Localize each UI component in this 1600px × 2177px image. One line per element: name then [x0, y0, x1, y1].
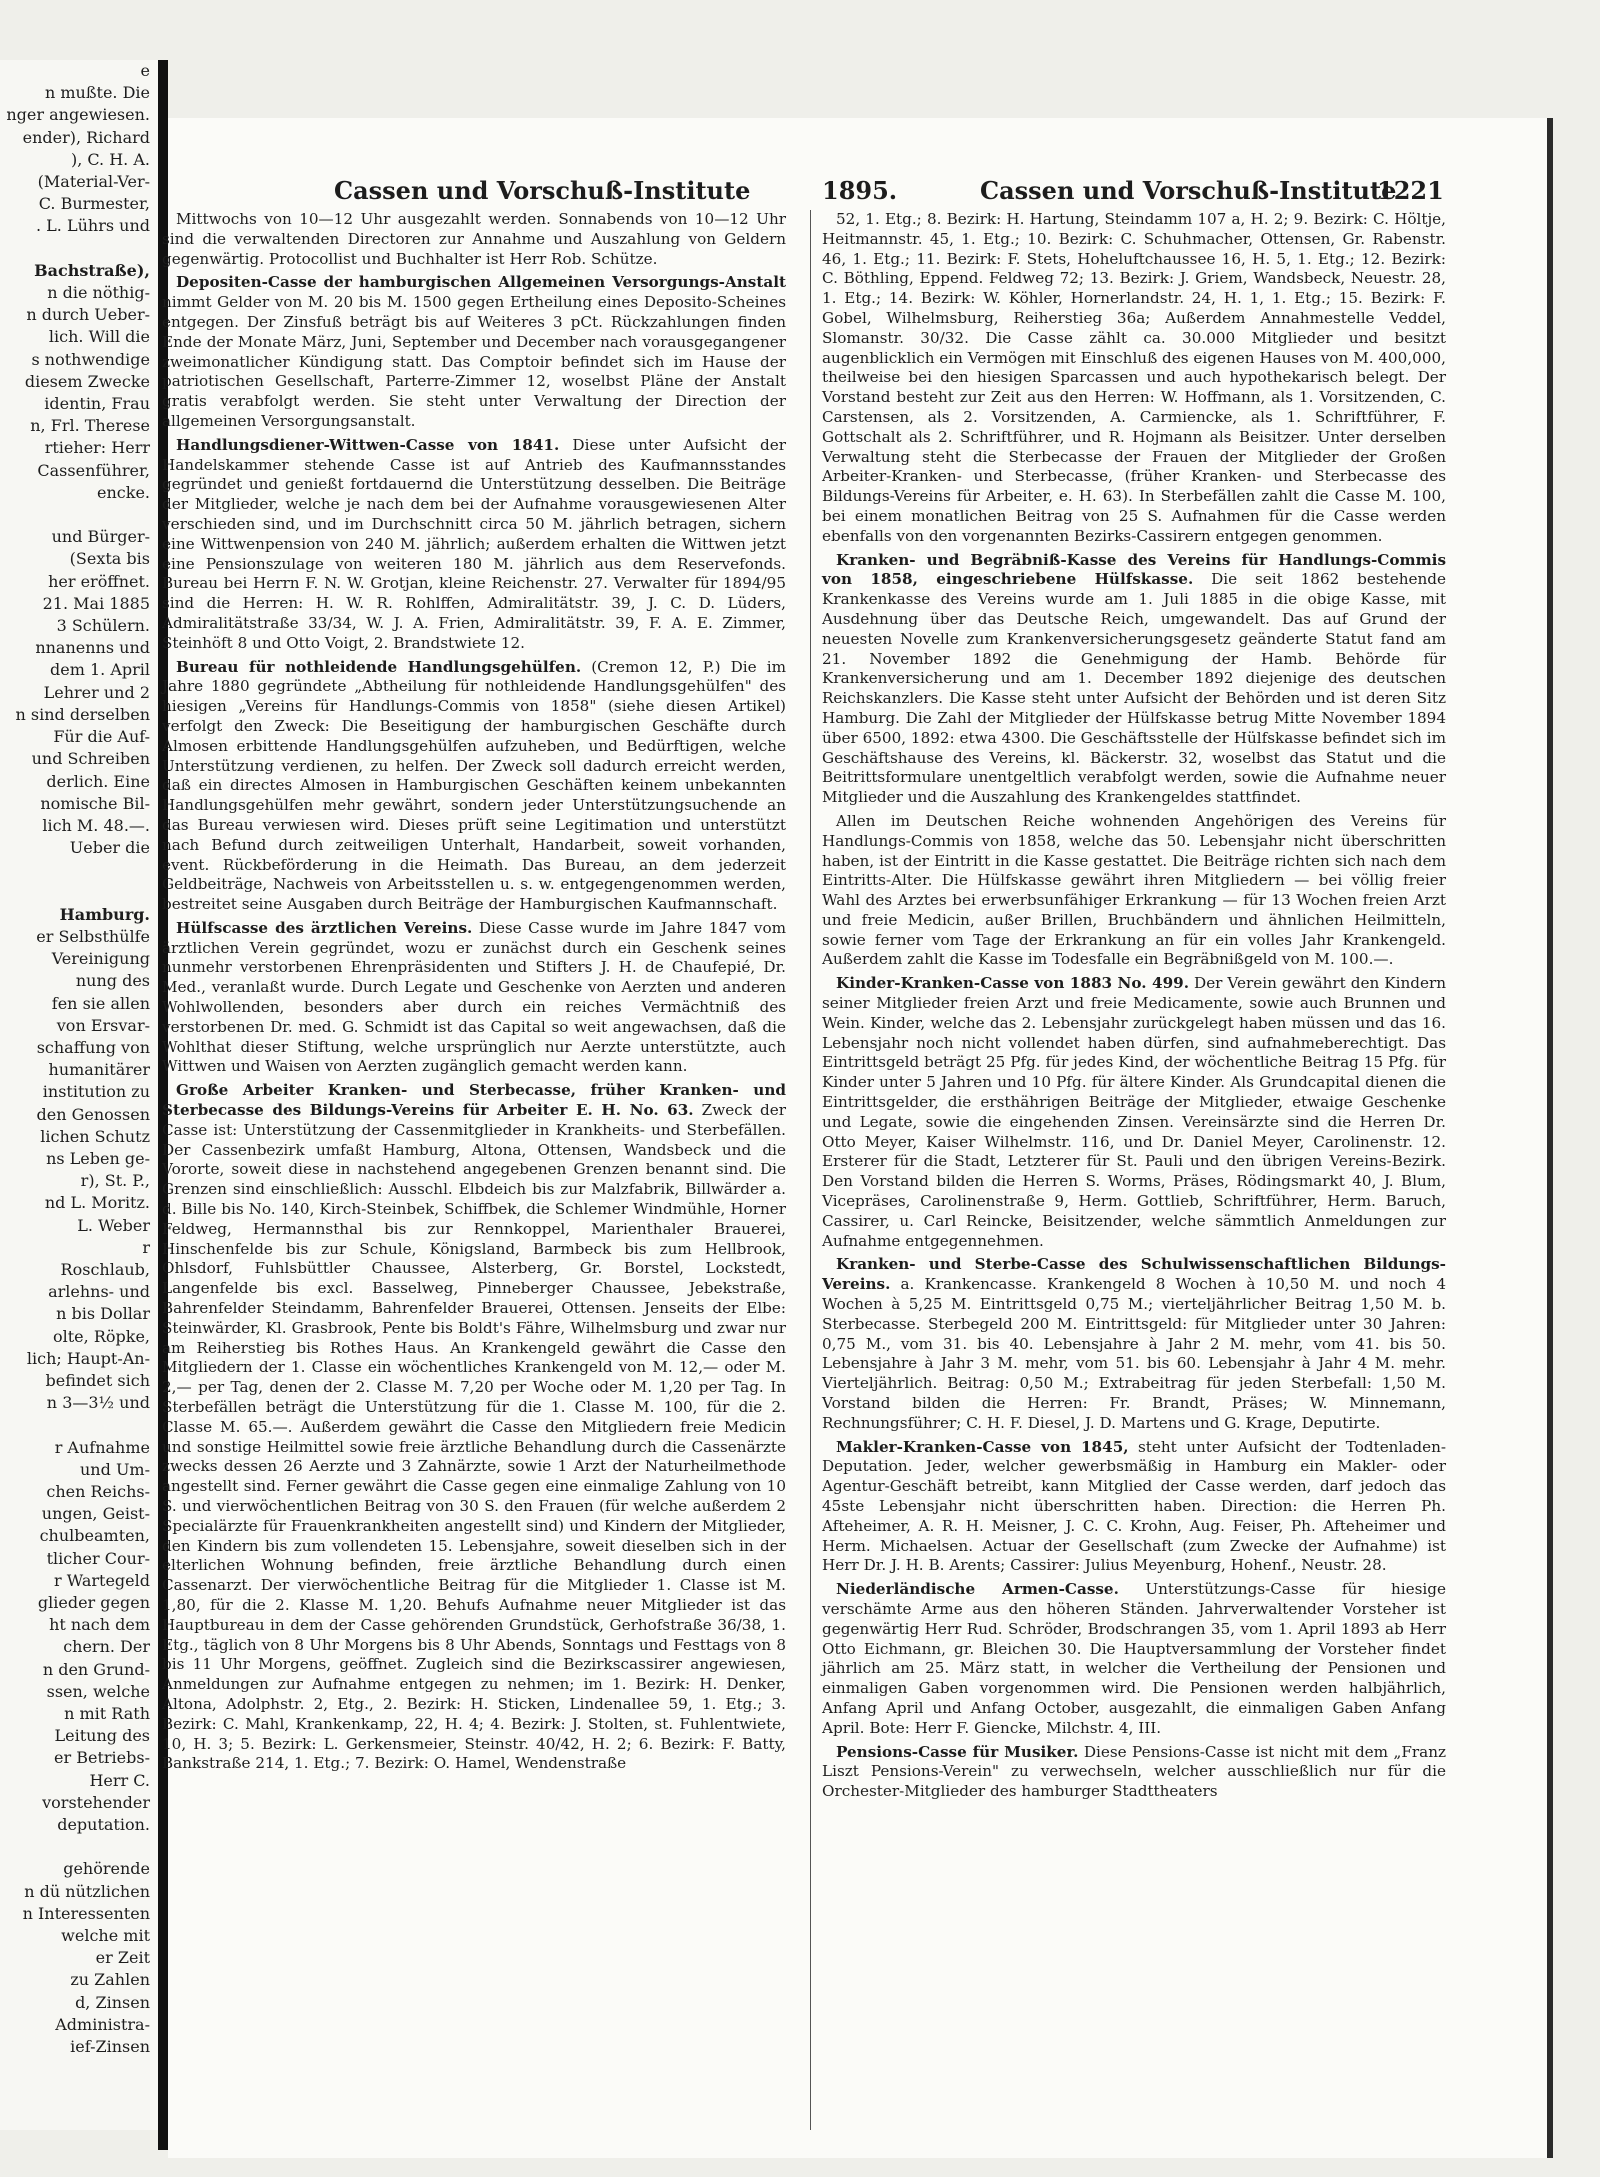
sliver-line: dem 1. April	[50, 660, 150, 680]
sliver-line	[0, 238, 158, 260]
article	[162, 436, 786, 654]
article	[162, 1081, 786, 1774]
article	[822, 1743, 1446, 1802]
sliver-line: s nothwendige	[31, 349, 150, 369]
sliver-line: welche mit	[61, 1926, 150, 1946]
sliver-line: institution zu	[42, 1082, 150, 1102]
sliver-line: chen Reichs-	[46, 1482, 150, 1501]
article	[822, 551, 1446, 808]
sliver-line: Ueber die	[69, 838, 150, 858]
sliver-line	[0, 859, 158, 881]
sliver-line: humanitärer	[48, 1060, 150, 1080]
article-heading: Handlungsdiener-Wittwen-Casse von 1841.	[176, 435, 560, 454]
sliver-line: r	[142, 1237, 150, 1257]
article-heading: Makler-Kranken-Casse von 1845,	[836, 1437, 1129, 1456]
article	[822, 1255, 1446, 1433]
article-text: (Cremon 12, P.) Die im Jahre 1880 gegründete „Abtheilung für nothleidende Handlungsgehülfen" des hiesigen „Vereins für Handlungs-Commis von 1858" (siehe diesen Artikel) verfolgt den Zweck: Die Beseitigung der hamburgischen Geschäfte durch Almosen erbittende Handlungsgehülfen aufzuheben, und Bedürftigen, welche Unterstützung verdienen, zu helfen. Der Zweck soll dadurch erreicht werden, daß ein directes Almosen in Hamburgischen Geschäften keinem unbekannten Handlungsgehülfen mehr gewährt, sondern jeder Unterstützungsuchende an das Bureau verwiesen wird. Dieses prüft seine Legitimation und unterstützt nach Befund durch zeitweiligen Unterhalt, Handarbeit, soweit vorhanden, event. Rückbeförderung in die Heimath. Das Bureau, an dem jederzeit Geldbeiträge, Nachweis von Arbeitsstellen u. s. w. entgegengenommen werden, bestreitet seine Ausgaben durch Beiträge der Hamburgischen Kaufmannschaft.	[162, 657, 786, 914]
sliver-line: ender), Richard	[22, 127, 150, 147]
article-heading: Große Arbeiter Kranken- und Sterbecasse, früher Kranken- und Sterbecasse des Bildungs-Vereins für Arbeiter E. H. No. 63.	[162, 1081, 786, 1120]
article	[822, 1438, 1446, 1577]
article	[822, 210, 1446, 547]
sliver-line: n sind derselben	[15, 704, 150, 724]
article-text: steht unter Aufsicht der Todtenladen-Deputation. Jeder, welcher gewerbsmäßig in Hamburg ein Makler- oder Agentur-Geschäft betreibt, kann Mitglied der Casse werden, darf jedoch das 45ste Lebensjahr nicht überschritten haben. Direction: die Herren Ph. Afteheimer, A. R. H. Meisner, J. C. C. Krohn, Aug. Feiser, Ph. Afteheimer und Herm. Michaelsen. Actuar der Gesellschaft (zum Zwecke der Aufnahme) ist Herr Dr. J. H. B. Arents; Cassirer: Julius Meyenburg, Hohenf., Neustr. 28.	[822, 1437, 1447, 1575]
sliver-line: (Sexta bis	[69, 549, 150, 569]
article	[162, 210, 786, 269]
article-heading: Niederländische Armen-Casse.	[836, 1580, 1119, 1599]
left-column	[162, 210, 786, 1778]
sliver-line: d, Zinsen	[75, 1992, 150, 2012]
sliver-line: ungen, Geist-	[41, 1504, 150, 1524]
article-text: Der Verein gewährt den Kindern seiner Mitglieder freien Arzt und freie Medicamente, sowie auch Brunnen und Wein. Kinder, welche das 2. Lebensjahr zurückgelegt haben müssen und das 16. Lebensjahr noch nicht vollendet haben dürfen, sind aufnahmeberechtigt. Das Eintrittsgeld beträgt 25 Pfg. für jedes Kind, der wöchentliche Beitrag 15 Pfg. für Kinder unter 5 Jahren und 10 Pfg. für ältere Kinder. Als Grundcapital dienen die Eintrittsgelder, die ersthährigen Beiträge der Mitglieder, etwaige Geschenke und Legate, sowie die eingehenden Zinsen. Vereinsärzte sind die Herren Dr. Otto Meyer, Kaiser Wilhelmstr. 116, und Dr. Daniel Meyer, Carolinenstr. 12. Ersterer für die Stadt, Letzterer für St. Pauli und den übrigen Vereins-Bezirk. Den Vorstand bilden die Herren S. Worms, Präses, Rödingsmarkt 40, J. Blum, Vicepräses, Carolinenstraße 9, Herm. Gottlieb, Schriftführer, Herm. Baruch, Cassirer, u. Carl Reincke, Beisitzender, welche sämmtlich Anmeldungen zur Aufnahme entgegennehmen.	[822, 974, 1446, 1250]
sliver-line: er Zeit	[95, 1948, 150, 1968]
sliver-line: n, Frl. Therese	[30, 416, 150, 436]
sliver-line: n mußte. Die	[44, 83, 150, 103]
sliver-line: Herr C.	[89, 1770, 150, 1790]
sliver-line: Bachstraße),	[34, 260, 150, 280]
article	[822, 974, 1446, 1251]
sliver-line	[0, 504, 158, 526]
article-heading: Depositen-Casse der hamburgischen Allgemeinen Versorgungs-Anstalt	[176, 273, 786, 292]
sliver-line: ), C. H. A.	[70, 149, 150, 169]
sliver-line: ief-Zinsen	[70, 2037, 150, 2057]
sliver-line: ht nach dem	[49, 1615, 150, 1635]
sliver-line: er Selbsthülfe	[36, 926, 150, 946]
sliver-line: befindet sich	[45, 1370, 150, 1390]
sliver-line: deputation.	[57, 1815, 150, 1835]
article-heading: Kinder-Kranken-Casse von 1883 No. 499.	[836, 974, 1190, 993]
sliver-line: und Um-	[80, 1459, 150, 1479]
sliver-line: rtieher: Herr	[44, 438, 150, 458]
article-text: Diese unter Aufsicht der Handelskammer stehende Casse ist auf Antrieb des Kaufmannsstandes gegründet und genießt fortdauernd die Unterstützung desselben. Die Beiträge der Mitglieder, welche je nach dem bei der Aufnahme vorausgewiesenen Alter verschieden sind, und im Durchschnitt circa 50 M. jährlich betragen, sichern eine Wittwenpension von 240 M. jährlich; außerdem erhalten die Wittwen jetzt eine Pensionszulage von weiteren 180 M. jährlich aus dem Reservefonds. Bureau bei Herrn F. N. W. Grotjan, kleine Reichenstr. 27. Verwalter für 1894/95 sind die Herren: H. W. R. Rohlffen, Admiralitätstr. 39, J. C. D. Lüders, Admiralitätstraße 33/34, W. J. A. Frien, Admiralitätstr. 39, F. A. E. Zimmer, Steinhöft 8 und Otto Voigt, 2. Brandstwiete 12.	[162, 435, 786, 652]
sliver-line: chulbeamten,	[39, 1526, 150, 1546]
sliver-line	[0, 1414, 158, 1436]
sliver-line: und Schreiben	[31, 749, 150, 769]
article-text: Diese Casse wurde im Jahre 1847 vom ärztlichen Verein gegründet, wozu er zunächst durch ein Geschenk seines nunmehr verstorbenen Ehrenpräsidenten und Stifters J. H. de Chaufepié, Dr. Med., veranlaßt wurde. Durch Legate und Geschenke von Aerzten und anderen Wohlwollenden, besonders aber durch ein reiches Vermächtniß des verstorbenen Dr. med. G. Schmidt ist das Capital so weit angewachsen, daß die Wohlthat dieser Stiftung, welche ursprünglich nur Aerzte unterstützte, auch Wittwen und Waisen von Aerzten zugänglich gemacht werden kann.	[162, 918, 787, 1076]
article	[162, 273, 786, 431]
sliver-line: chern. Der	[63, 1637, 150, 1657]
header-title-right: Cassen und Vorschuß-Institute	[980, 176, 1397, 205]
sliver-line: gehörende	[63, 1859, 150, 1879]
article-heading: Hülfscasse des ärztlichen Vereins.	[176, 918, 473, 937]
header-year: 1895.	[822, 176, 898, 205]
sliver-line: n mit Rath	[64, 1704, 150, 1724]
sliver-line	[0, 1836, 158, 1858]
sliver-line: e	[140, 61, 150, 80]
sliver-line: n durch Ueber-	[26, 305, 150, 325]
sliver-line: Administra-	[55, 2014, 150, 2034]
sliver-line: glieder gegen	[37, 1593, 150, 1613]
sliver-line: . L. Lührs und	[36, 216, 150, 236]
article-text: nimmt Gelder von M. 20 bis M. 1500 gegen Ertheilung eines Deposito-Scheines entgegen. Der Zinsfuß beträgt bis auf Weiteres 3 pCt. Rückzahlungen finden Ende der Monate März, Juni, September und December nach vorausgegangener zweimonatlicher Kündigung statt. Das Comptoir befindet sich im Hause der patriotischen Gesellschaft, Parterre-Zimmer 12, woselbst Pläne der Anstalt gratis verabfolgt werden. Sie steht unter Verwaltung der Direction der allgemeinen Versorgungsanstalt.	[162, 293, 786, 430]
article-text: Diese Pensions-Casse ist nicht mit dem „Franz Liszt Pensions-Verein" zu verwechseln, welcher ausschließlich nur für die Orchester-Mitglieder des hamburger Stadttheaters	[822, 1742, 1447, 1801]
sliver-line: Leitung des	[54, 1726, 150, 1746]
sliver-line: nger angewiesen.	[6, 105, 150, 125]
adjacent-page-sliver	[0, 60, 161, 2130]
sliver-line: und Bürger-	[51, 527, 150, 547]
sliver-line: r Wartegeld	[54, 1570, 150, 1590]
article-text: Die seit 1862 bestehende Krankenkasse des Vereins wurde am 1. Juli 1885 in die obige Kasse, mit Ausdehnung über das Deutsche Reich, umgewandelt. Das auf Grund der neuesten Novelle zum Krankenversicherungsgesetz geänderte Statut fand am 21. November 1892 die Genehmigung der Hamb. Behörde für Krankenversicherung und am 1. December 1892 diejenige des deutschen Reichskanzlers. Die Kasse steht unter Aufsicht der Behörden und ist deren Sitz Hamburg. Die Zahl der Mitglieder der Hülfskasse betrug Mitte November 1894 über 6500, 1892: etwa 4300. Die Geschäftsstelle der Hülfskasse befindet sich im Geschäftshause des Vereins, kl. Bäckerstr. 32, woselbst das Statut und die Beitrittsformulare unentgeltlich verabfolgt werden, sowie die Aufnahme neuer Mitglieder und die Auszahlung des Krankengeldes stattfindet.	[822, 570, 1446, 807]
right-column	[822, 210, 1446, 1806]
sliver-line: arlehns- und	[48, 1282, 150, 1302]
sliver-line: her eröffnet.	[48, 571, 150, 591]
sliver-line: n Interessenten	[22, 1903, 150, 1923]
page-number: 1221	[1377, 176, 1444, 205]
sliver-line: lichen Schutz	[40, 1126, 150, 1146]
article-text: Unterstützungs-Casse für hiesige verschämte Arme aus den höheren Ständen. Jahrverwaltender Vorsteher ist gegenwärtig Herr Rud. Schröder, Brodschrangen 35, vom 1. April 1893 ab Herr Otto Eichmann, gr. Bleichen 30. Die Hauptversammlung der Vorsteher findet jährlich am 25. März statt, in welcher die Vertheilung der Pensionen und einmaligen Gaben vorgenommen wird. Die Pensionen werden halbjährlich, Anfang April und Anfang October, ausgezahlt, die einmaligen Gaben Anfang April. Bote: Herr F. Giencke, Milchstr. 4, III.	[822, 1580, 1446, 1737]
sliver-line: Roschlaub,	[60, 1259, 150, 1279]
sliver-line: den Genossen	[36, 1104, 150, 1124]
sliver-line: n 3—3½ und	[46, 1393, 150, 1413]
sliver-line: ns Leben ge-	[46, 1148, 150, 1168]
article-text: a. Krankencasse. Krankengeld 8 Wochen à 10,50 M. und noch 4 Wochen à 5,25 M. Eintrittsgeld 0,75 M.; vierteljährlicher Beitrag 1,50 M. b. Sterbecasse. Sterbegeld 200 M. Eintrittsgeld: für Mitglieder unter 30 Jahren: 0,75 M., vom 31. bis 40. Lebensjahre à Jahr 2 M. mehr, vom 41. bis 50. Lebensjahre à Jahr 3 M. mehr, vom 51. bis 60. Lebensjahr à Jahr 4 M. mehr. Vierteljährlich. Beitrag: 0,50 M.; Extrabeitrag für jeden Sterbefall: 1,50 M. Vorstand bilden die Herren: Fr. Brandt, Präses; W. Minnemann, Rechnungsführer; C. H. F. Diesel, J. D. Martens und G. Krage, Deputirte.	[822, 1275, 1446, 1432]
sliver-line: C. Burmester,	[38, 194, 150, 214]
article	[822, 1580, 1446, 1738]
article	[162, 658, 786, 915]
sliver-line: nnanenns und	[35, 638, 150, 658]
article-heading: Pensions-Casse für Musiker.	[836, 1742, 1079, 1761]
sliver-line: Hamburg.	[59, 904, 150, 924]
sliver-line: lich. Will die	[48, 327, 150, 347]
sliver-line: nung des	[75, 971, 150, 991]
sliver-line: r), St. P.,	[80, 1171, 150, 1191]
sliver-line: zu Zahlen	[70, 1970, 150, 1990]
sliver-line: lich; Haupt-An-	[26, 1348, 150, 1368]
sliver-line: encke.	[97, 482, 150, 502]
sliver-line: (Material-Ver-	[37, 172, 150, 192]
sliver-line: nomische Bil-	[40, 793, 150, 813]
sliver-line: tlicher Cour-	[46, 1548, 150, 1568]
sliver-line: ssen, welche	[46, 1681, 150, 1701]
sliver-line: n bis Dollar	[56, 1304, 150, 1324]
sliver-line: derlich. Eine	[46, 771, 150, 791]
article	[162, 919, 786, 1077]
sliver-line: diesem Zwecke	[24, 371, 150, 391]
sliver-line: n dü nützlichen	[24, 1881, 150, 1901]
sliver-line	[0, 882, 158, 904]
sliver-line: Cassenführer,	[37, 460, 150, 480]
article-text: Zweck der Casse ist: Unterstützung der Cassenmitglieder in Krankheits- und Sterbefällen. Der Cassenbezirk umfaßt Hamburg, Altona, Ottensen, Wandsbeck und die Vororte, soweit diese in nachstehend angegebenen Grenzen benannt sind. Die Grenzen sind einschließlich: Ausschl. Elbdeich bis zur Malzfabrik, Billwärder a. d. Bille bis No. 140, Kirch-Steinbek, Schiffbek, die Schlemer Windmühle, Horner Feldweg, Hermannsthal bis zur Rennkoppel, Marienthaler Brauerei, Hinschenfelde bis zur Schule, Königsland, Barmbeck bis zum Hellbrook, Ohlsdorf, Fuhlsbüttler Chaussee, Alsterberg, Gr. Borstel, Lockstedt, Langenfelde bis excl. Basselweg, Pinneberger Chaussee, Jebekstraße, Bahrenfelder Steindamm, Bahrenfelder Brauerei, Ottensen. Jenseits der Elbe: Steinwärder, Kl. Grasbrook, Pente bis Boldt's Fähre, Wilhelmsburg und zwar nur am Reiherstieg bis Rothes Haus. An Krankengeld gewährt die Casse den Mitgliedern der 1. Classe ein wöchentliches Krankengeld von M. 12,— oder M. 2,— per Tag, denen der 2. Classe M. 7,20 per Woche oder M. 1,20 per Tag. In Sterbefällen beträgt die Unterstützung für die 1. Classe M. 100, für die 2. Classe M. 65.—. Außerdem gewährt die Casse den Mitgliedern freie Medicin und sonstige Heilmittel sowie freie ärztliche Behandlung durch die Cassenärzte zwecks dessen 26 Aerzte und 3 Zahnärzte, sowie 1 Arzt der Naturheilmethode angestellt sind. Ferner gewährt die Casse gegen eine einmalige Zahlung von 10 S. und vierwöchentlichen Beitrag von 30 S. den Frauen (für welche außerdem 2 Specialärzte für Frauenkrankheiten angestellt sind) und Kindern der Mitglieder, den Kindern bis zum vollendeten 15. Lebensjahre, soweit dieselben sich in der elterlichen Wohnung befinden, freie ärztliche Behandlung durch einen Cassenarzt. Der vierwöchentliche Beitrag für die Mitglieder 1. Classe ist M. 1,80, für die 2. Klasse M. 1,20. Behufs Aufnahme neuer Mitglieder ist das Hauptbureau in dem der Casse gehörenden Grundstück, Gerhofstraße 36/38, 1. Etg., täglich von 8 Uhr Morgens bis 8 Uhr Abends, Sonntags und Festtags von 8 bis 11 Uhr Morgens, geöffnet. Zugleich sind die Bezirkscassirer angewiesen, Anmeldungen zur Aufnahme entgegen zu nehmen; im 1. Bezirk: H. Denker, Altona, Adolphstr. 2, Etg., 2. Bezirk: H. Sticken, Lindenallee 59, 1. Etg.; 3. Bezirk: C. Mahl, Krankenkamp, 22, H. 4; 4. Bezirk: J. Stolten, st. Fuhlentwiete, 10, H. 3; 5. Bezirk: L. Gerkensmeier, Steinstr. 40/42, H. 2; 6. Bezirk: F. Batty, Bankstraße 214, 1. Etg.; 7. Bezirk: O. Hamel, Wendenstraße	[162, 1101, 786, 1773]
article-text: Mittwochs von 10—12 Uhr ausgezahlt werden. Sonnabends von 10—12 Uhr sind die verwaltenden Directoren zur Annahme und Auszahlung von Geldern gegenwärtig. Protocollist und Buchhalter ist Herr Rob. Schütze.	[162, 210, 786, 268]
article	[822, 812, 1446, 970]
sliver-line: er Betriebs-	[54, 1748, 150, 1768]
sliver-line: lich M. 48.—.	[42, 815, 150, 835]
sliver-line: identin, Frau	[44, 394, 150, 414]
sliver-line: nd L. Moritz.	[44, 1193, 150, 1213]
sliver-line: L. Weber	[77, 1215, 150, 1235]
article-text: 52, 1. Etg.; 8. Bezirk: H. Hartung, Steindamm 107 a, H. 2; 9. Bezirk: C. Höltje, Heitmannstr. 45, 1. Etg.; 10. Bezirk: C. Schuhmacher, Ottensen, Gr. Rabenstr. 46, 1. Etg.; 11. Bezirk: F. Stets, Hoheluftchaussee 16, H. 5, 1. Etg.; 12. Bezirk: C. Böthling, Eppend. Feldweg 72; 13. Bezirk: J. Griem, Wandsbeck, Neuestr. 28, 1. Etg.; 14. Bezirk: W. Köhler, Hornerlandstr. 24, H. 1, 1. Etg.; 15. Bezirk: F. Gobel, Wilhelmsburg, Reiherstieg 36a; Außerdem Annahmestelle Veddel, Slomanstr. 30/32. Die Casse zählt ca. 30.000 Mitglieder und besitzt augenblicklich ein Vermögen mit Einschluß des eigenen Hauses von M. 400,000, theilweise bei den hiesigen Sparcassen und auch hypothekarisch belegt. Der Vorstand besteht zur Zeit aus den Herren: W. Hoffmann, als 1. Vorsitzenden, C. Carstensen, als 2. Vorsitzenden, A. Carmiencke, als 1. Schriftführer, F. Gottschalt als 2. Schriftführer, und R. Hojmann als Beisitzer. Unter derselben Verwaltung steht die Sterbecasse der Frauen der Mitglieder der Großen Arbeiter-Kranken- und Sterbecasse, (früher Kranken- und Sterbecasse des Bildungs-Vereins für Arbeiter, e. H. 63). In Sterbefällen zahlt die Casse M. 100, bei einem monatlichen Beitrag von 25 S. Aufnahmen für die Casse werden ebenfalls von den vorgenannten Bezirks-Cassirern entgegen genommen.	[822, 210, 1446, 545]
sliver-line: Für die Auf-	[53, 727, 150, 747]
running-header	[162, 176, 1442, 210]
article-text: Allen im Deutschen Reiche wohnenden Angehörigen des Vereins für Handlungs-Commis von 1858, welche das 50. Lebensjahr nicht überschritten haben, ist der Eintritt in die Kasse gestattet. Die Beiträge richten sich nach dem Eintritts-Alter. Die Hülfskasse gewährt ihren Mitgliedern — bei völlig freier Wahl des Arztes bei erwerbsunfähiger Erkrankung — für 13 Wochen freien Arzt und freie Medicin, außer Brillen, Bruchbändern und ähnlichen Heilmitteln, sowie ferner vom Tage der Erkrankung an für ein volles Jahr Krankengeld. Außerdem zahlt die Kasse im Todesfalle ein Begräbnißgeld von M. 100.—.	[822, 811, 1446, 969]
article-heading: Kranken- und Begräbniß-Kasse des Vereins für Handlungs-Commis von 1858, eingeschriebene Hülfskasse.	[822, 550, 1446, 589]
sliver-line: von Ersvar-	[56, 1015, 150, 1035]
sliver-line: schaffung von	[36, 1037, 150, 1057]
sliver-line: 21. Mai 1885	[42, 593, 150, 613]
column-rule	[810, 210, 811, 2130]
sliver-line: n den Grund-	[42, 1659, 150, 1679]
article-heading: Bureau für nothleidende Handlungsgehülfen.	[176, 657, 582, 676]
sliver-line: n die nöthig-	[47, 283, 150, 303]
sliver-line: fen sie allen	[51, 993, 150, 1013]
sliver-line: 3 Schülern.	[56, 616, 150, 636]
sliver-line: Lehrer und 2	[43, 682, 150, 702]
sliver-line: Vereinigung	[51, 949, 150, 969]
sliver-line: olte, Röpke,	[53, 1326, 150, 1346]
sliver-line: r Aufnahme	[54, 1437, 150, 1457]
header-title-left: Cassen und Vorschuß-Institute	[334, 176, 751, 205]
article-heading: Kranken- und Sterbe-Casse des Schulwissenschaftlichen Bildungs-Vereins.	[822, 1255, 1446, 1294]
sliver-line: vorstehender	[42, 1792, 150, 1812]
